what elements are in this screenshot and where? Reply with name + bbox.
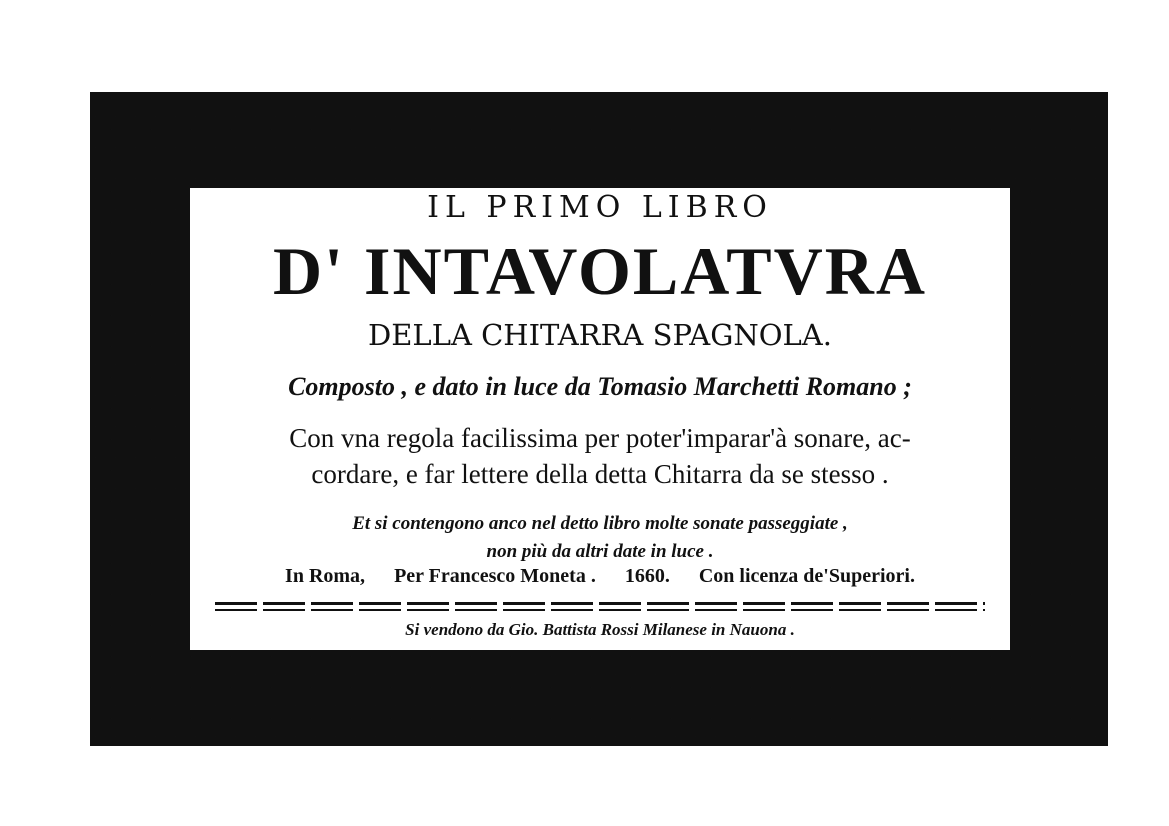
imprint-place: In Roma, bbox=[285, 565, 366, 587]
imprint-printer: Per Francesco Moneta . bbox=[394, 565, 596, 587]
seller-line: Si vendono da Gio. Battista Rossi Milanese in Nauona . bbox=[405, 620, 795, 639]
title-line-intavolatura: D' INTAVOLATVRA bbox=[273, 233, 927, 309]
title-line-primo-libro: IL PRIMO LIBRO bbox=[427, 190, 773, 225]
contents-note bbox=[190, 510, 1010, 566]
imprint bbox=[190, 565, 1010, 588]
imprint-license: Con licenza de'Superiori. bbox=[698, 565, 915, 587]
divider-rule-lower bbox=[215, 609, 985, 611]
author-line: Composto , e dato in luce da Tomasio Marchetti Romano ; bbox=[288, 372, 912, 401]
contents-line-2: non più da altri date in luce . bbox=[486, 541, 714, 562]
description-line-2: cordare, e far lettere della detta Chitarra da se stesso . bbox=[311, 459, 889, 489]
contents-line-1: Et si contengono anco nel detto libro molte sonate passeggiate , bbox=[352, 513, 848, 534]
description-line-1: Con vna regola facilissima per poter'imparar'à sonare, ac- bbox=[289, 423, 911, 453]
title-line-chitarra: DELLA CHITARRA SPAGNOLA. bbox=[368, 318, 832, 352]
imprint-year: 1660. bbox=[624, 565, 670, 587]
description-block bbox=[190, 420, 1010, 492]
divider-rule bbox=[215, 602, 985, 605]
